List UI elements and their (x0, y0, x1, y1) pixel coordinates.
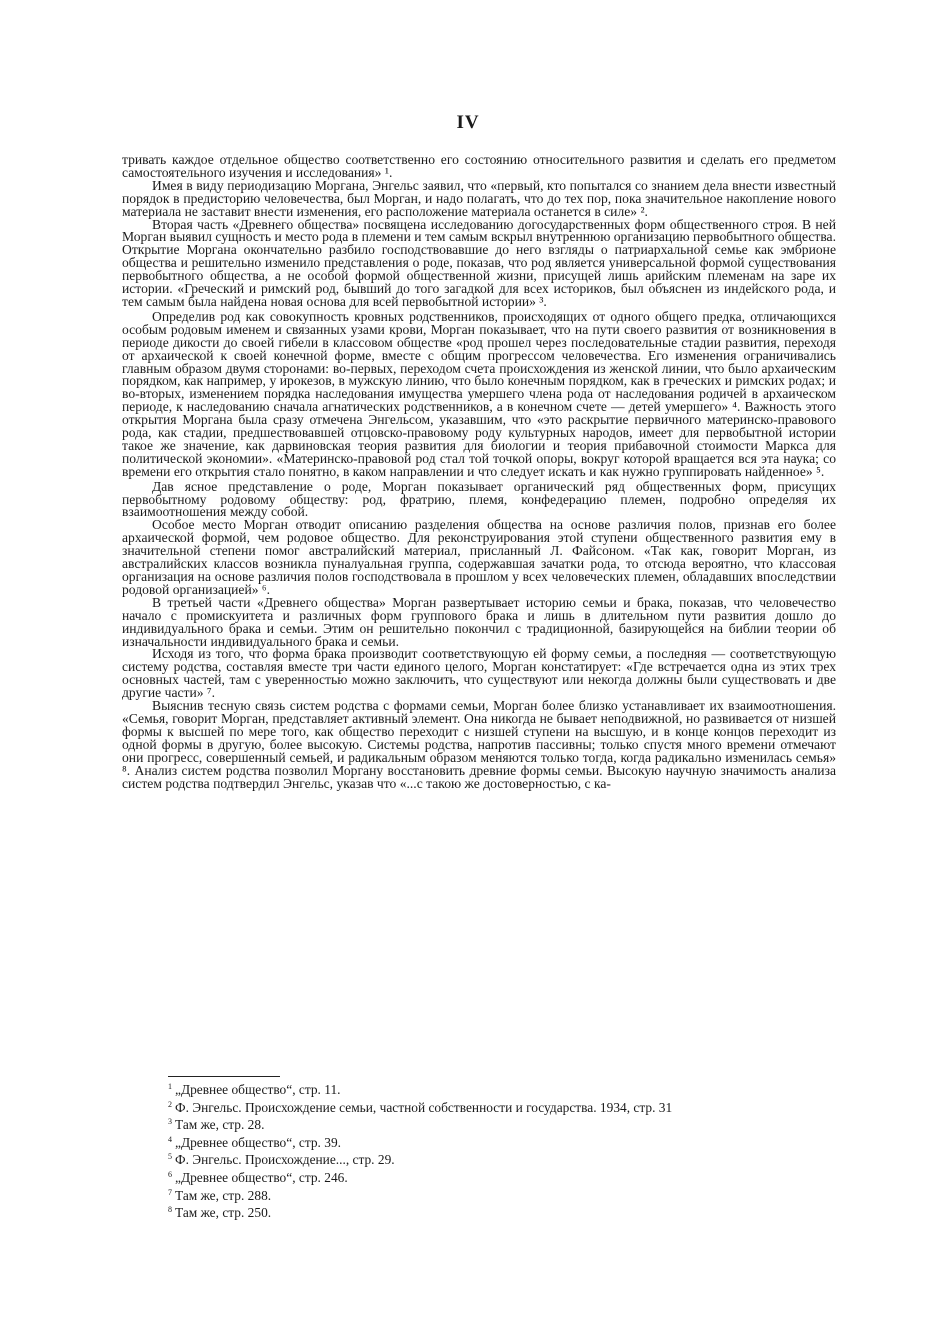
footnote-number: 7 (168, 1187, 172, 1197)
paragraph: Выяснив тесную связь систем родства с формами семьи, Морган более близко устанавливает их взаимоотношения. «Семья, говорит Морган, представляет активный элемент. Она никогда не бывает неподвижной, но развивается от низшей формы к высшей по мере того, как общество переходит с низшей ступени на высшую, и в конце концов переходит из одной формы в другую, более высокую. Системы родства, напротив пассивны; только спустя много времени отмечают они прогресс, совершенный семьей, и радикальным образом меняются только тогда, когда радикально изменилась семья» ⁸. Анализ систем родства позволил Моргану восстановить древние формы семьи. Высокую научную значимость анализа систем родства подтвердил Энгельс, указав что «...с такою же достоверностью, с ка- (122, 698, 836, 791)
footnote-text: Ф. Энгельс. Происхождение семьи, частной собственности и государства. 1934, стр. 31 (175, 1099, 673, 1115)
paragraph: тривать каждое отдельное общество соответственно его состоянию относительного развития и сделать его предметом самостоятельного изучения и исследования» ¹. (122, 152, 836, 180)
paragraph: В третьей части «Древнего общества» Морган развертывает историю семьи и брака, показав, что человечество начало с промискуитета и различных форм группового брака и лишь в длительном пути развития дошло до индивидуального брака и семьи. Этим он решительно покончил с традиционной, базирующейся на библии теории об изначальности индивидуального брака и семьи. (122, 594, 836, 649)
footnote-number: 1 (168, 1082, 172, 1091)
footnote-text: Там же, стр. 250. (175, 1205, 272, 1221)
footnote-number: 5 (168, 1152, 172, 1162)
footnote-text: Ф. Энгельс. Происхождение..., стр. 29. (175, 1152, 395, 1168)
footnote-text: „Древнее общество“, стр. 11. (175, 1082, 341, 1097)
footnote (168, 1115, 848, 1133)
footnote (168, 1098, 848, 1116)
footnote-text: „Древнее общество“, стр. 39. (175, 1134, 341, 1150)
footnote (168, 1203, 848, 1221)
paragraph: Имея в виду периодизацию Моргана, Энгельс заявил, что «первый, кто попытался со знанием дела внести известный порядок в предисторию человечества, был Морган, и надо полагать, что до тех пор, пока значительное накопление нового материала не заставит внести изменения, его расположение материала останется в силе» ². (122, 177, 836, 219)
footnote-number: 2 (168, 1099, 172, 1109)
paragraph: Дав ясное представление о роде, Морган показывает органический ряд общественных форм, присущих первобытному родовому обществу: род, фратрию, племя, конфедерацию племен, подробно определяя их взаимоотношения между собой. (122, 478, 836, 520)
footnotes (168, 1080, 848, 1221)
footnote-number: 6 (168, 1169, 172, 1179)
footnote-number: 8 (168, 1205, 172, 1215)
footnote (168, 1080, 848, 1098)
footnote-divider (168, 1076, 280, 1077)
footnote-text: Там же, стр. 28. (175, 1117, 265, 1133)
paragraph: Определив род как совокупность кровных родственников, происходящих от одного общего предка, отличающихся особым родовым именем и связанных узами крови, Морган показывает, что на пути своего развития от возникновения в периоде дикости до своей гибели в классовом обществе «род прошел через последовательные стадии развития, переходя от архаической к своей конечной форме, вместе с общим прогрессом человечества. Его изменения ограничивались главным образом двумя сторонами: во-первых, переходом счета происхождения из женской линии, что было архаическим порядком, как например, у ирокезов, в мужскую линию, что было конечным порядком, как в греческих и римских родах; и во-вторых, изменением порядка наследования имущества умершего члена рода от наследования родичей в архаическом периоде, к наследованию сначала агнатических родственников, а в конечном счете — детей умершего» ⁴. Важность этого открытия Моргана была сразу отмечена Энгельсом, указавшим, что «это раскрытие первичного материнско-правового рода, как стадии, предшествовавшей отцовско-правовому роду культурных народов, имеет для первобытной истории такое же значение, как дарвиновская теория развития для биологии и теория прибавочной стоимости Маркса для политической экономии». «Материнско-правовой род стал той точкой опоры, вокруг которой вращается вся эта наука; со времени его открытия стало понятно, в каком направлении и что следует искать и как нужно группировать найденное» ⁵. (122, 308, 836, 479)
footnote-number: 4 (168, 1134, 172, 1144)
footnote-text: „Древнее общество“, стр. 246. (175, 1169, 348, 1185)
paragraph: Особое место Морган отводит описанию разделения общества на основе различия полов, признав его более архаической формой, чем родовое общество. Для реконструирования этой ступени общественного развития ему в значительной степени помог австралийский материал, присланный Л. Файсоном. «Так как, говорит Морган, из австралийских классов возникла пуналуальная группа, содержавшая зачатки рода, то отсюда вероятно, что классовая организация на основе различия полов господствовала в прошлом у всех человеческих племен, обладавших впоследствии родовой организацией» ⁶. (122, 517, 836, 597)
page-number: IV (456, 112, 480, 133)
paragraph: Вторая часть «Древнего общества» посвящена исследованию догосударственных форм общественного строя. В ней Морган выявил сущность и место рода в племени и тем самым вскрыл внутреннюю организацию первобытного общества. Открытие Моргана окончательно разбило господствовавшие до него взгляды о патриархальной семье как эмбрионе общества и решительно изменило представления о роде, показав, что род является универсальной формой существования первобытного общества, а не особой формой общественной жизни, присущей лишь арийским племенам на заре их истории. «Греческий и римский род, бывший до того загадкой для всех историков, был объяснен из индейского рода, и тем самым была найдена новая основа для всей первобытной истории» ³. (122, 216, 836, 309)
footnote (168, 1186, 848, 1204)
footnote (168, 1133, 848, 1151)
paragraph: Исходя из того, что форма брака производит соответствующую ей форму семьи, а последняя — соответствующую систему родства, составляя вместе три части единого целого, Морган констатирует: «Где встречается одна из этих трех основных частей, там с уверенностью можно заключить, что существуют или некогда должны были существовать и две другие части» ⁷. (122, 646, 836, 701)
footnote (168, 1168, 848, 1186)
footnote (168, 1150, 848, 1168)
footnote-text: Там же, стр. 288. (175, 1187, 272, 1203)
body-text (122, 154, 836, 790)
footnote-number: 3 (168, 1117, 172, 1127)
